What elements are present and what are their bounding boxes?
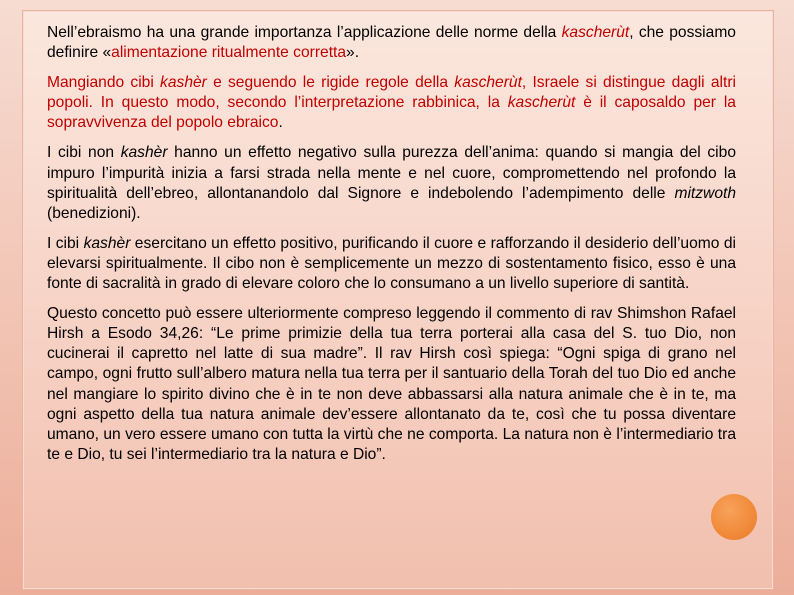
highlighted-phrase: alimentazione ritualmente corretta <box>111 44 347 62</box>
term-kasher: kashèr <box>120 144 168 162</box>
paragraph-5 <box>47 304 736 465</box>
text-segment: , Israele si distingue dagli altri popoli. In questo modo, secondo l’interpretazione rabbinica, la <box>47 74 736 112</box>
text-segment: Nell’ebraismo ha una grande importanza l’applicazione delle norme della <box>47 24 562 41</box>
slide-text-body <box>47 23 736 475</box>
text-segment: è il caposaldo per la sopravvivenza del popolo ebraico <box>47 94 736 132</box>
text-segment: e seguendo le rigide regole della <box>206 74 455 92</box>
text-segment: , che possiamo definire « <box>47 24 736 62</box>
text-segment: I cibi non <box>47 144 121 162</box>
text-segment: ». <box>346 44 360 62</box>
paragraph-3 <box>47 143 736 223</box>
term-kascherut: kascherùt <box>507 94 576 112</box>
paragraph-4 <box>47 234 736 294</box>
text-segment: hanno un effetto negativo sulla purezza dell’anima: quando si mangia del cibo impuro l’impurità inizia a farsi strada nella mente e nel cuore, compromettendo nel profondo la spiritualità dell’ebreo, allontanandolo dal Signore e indebolendo l’adempimento delle <box>47 144 736 202</box>
text-segment: (benedizioni). <box>47 204 141 222</box>
paragraph-1 <box>47 23 736 63</box>
term-kascherut: kascherùt <box>561 24 630 41</box>
text-segment: Mangiando cibi <box>47 74 161 92</box>
text-segment: Questo concetto può essere ulteriormente compreso leggendo il commento di rav Shimshon Rafael Hirsh a Esodo 34,26: “Le prime primizie della tua terra porterai alla casa del S. tuo Dio, non cucinerai il capretto nel latte di sua madre”. Il rav Hirsh così spiega: “Ogni spiga di grano nel campo, ogni frutto sull’albero matura nella tua terra per il santuario della Torah del tuo Dio ed anche nel mangiare lo spirito divino che è in te non deve abbassarsi alla natura animale che è in te, ma ogni aspetto della tua natura animale dev’essere allontanato da te, così che tu possa diventare umano, un vero essere umano con tutta la virtù che ne comporta. La natura non è l’intermediario tra te e Dio, tu sei l’intermediario tra la natura e Dio”. <box>47 305 736 463</box>
term-kasher: kashèr <box>160 74 207 92</box>
term-kasher: kashèr <box>83 234 131 252</box>
decorative-circle <box>711 494 757 540</box>
text-segment: . <box>278 114 283 132</box>
term-kascherut: kascherùt <box>454 74 522 92</box>
text-segment: esercitano un effetto positivo, purificando il cuore e rafforzando il desiderio dell’uomo di elevarsi spiritualmente. Il cibo non è semplicemente un mezzo di sostentamento fisico, esso è una fonte di sacralità in grado di elevare coloro che lo consumano a un livello superiore di santità. <box>47 234 736 293</box>
term-mitzwoth: mitzwoth <box>674 184 736 202</box>
paragraph-2 <box>47 73 736 133</box>
text-segment: I cibi <box>47 234 84 252</box>
